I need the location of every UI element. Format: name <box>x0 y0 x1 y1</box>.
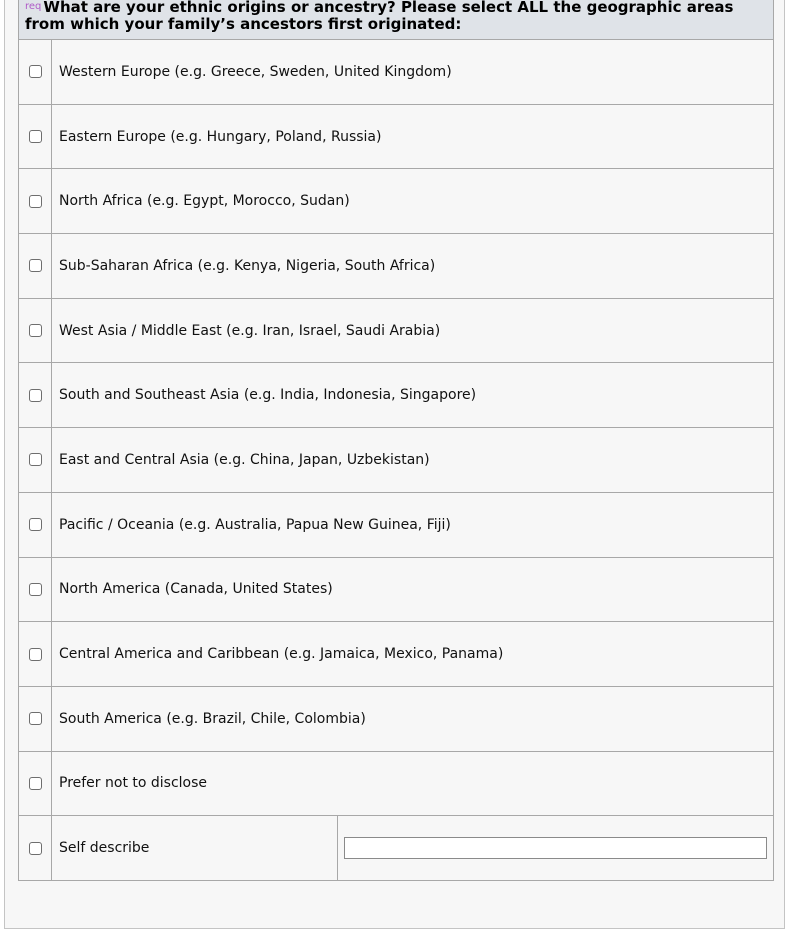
option-row <box>19 687 773 752</box>
option-label[interactable]: South and Southeast Asia (e.g. India, Indonesia, Singapore) <box>59 387 477 404</box>
option-checkbox[interactable] <box>29 777 42 790</box>
required-tag: req <box>25 1 42 12</box>
option-row <box>19 40 773 105</box>
option-checkbox[interactable] <box>29 453 42 466</box>
option-checkbox[interactable] <box>29 195 42 208</box>
option-label[interactable]: West Asia / Middle East (e.g. Iran, Israel, Saudi Arabia) <box>59 322 441 339</box>
option-checkbox[interactable] <box>29 518 42 531</box>
self-describe-row <box>19 816 773 881</box>
option-row <box>19 169 773 234</box>
option-row <box>19 622 773 687</box>
option-checkbox[interactable] <box>29 583 42 596</box>
option-row <box>19 105 773 170</box>
option-row <box>19 558 773 623</box>
option-label[interactable]: Western Europe (e.g. Greece, Sweden, United Kingdom) <box>59 63 452 80</box>
option-row <box>19 299 773 364</box>
option-checkbox[interactable] <box>29 259 42 272</box>
option-checkbox[interactable] <box>29 130 42 143</box>
option-label[interactable]: North America (Canada, United States) <box>59 581 333 598</box>
option-label[interactable]: Prefer not to disclose <box>59 775 208 792</box>
option-label[interactable]: North Africa (e.g. Egypt, Morocco, Sudan) <box>59 193 350 210</box>
option-label[interactable]: Pacific / Oceania (e.g. Australia, Papua New Guinea, Fiji) <box>59 516 451 533</box>
option-label[interactable]: South America (e.g. Brazil, Chile, Colombia) <box>59 710 366 727</box>
option-checkbox[interactable] <box>29 648 42 661</box>
option-label[interactable]: Central America and Caribbean (e.g. Jamaica, Mexico, Panama) <box>59 646 504 663</box>
options-table <box>18 40 774 881</box>
option-checkbox[interactable] <box>29 389 42 402</box>
question-header <box>18 0 774 40</box>
option-checkbox[interactable] <box>29 65 42 78</box>
self-describe-label[interactable]: Self describe <box>52 816 338 880</box>
option-label[interactable]: Eastern Europe (e.g. Hungary, Poland, Russia) <box>59 128 382 145</box>
option-label[interactable]: Sub-Saharan Africa (e.g. Kenya, Nigeria, South Africa) <box>59 257 436 274</box>
option-row <box>19 234 773 299</box>
option-row <box>19 363 773 428</box>
option-checkbox[interactable] <box>29 324 42 337</box>
option-row <box>19 493 773 558</box>
option-row <box>19 752 773 817</box>
option-label[interactable]: East and Central Asia (e.g. China, Japan, Uzbekistan) <box>59 451 430 468</box>
question-text: What are your ethnic origins or ancestry? Please select ALL the geographic areas from which your family’s ancestors first originated: <box>25 0 734 33</box>
option-row <box>19 428 773 493</box>
option-checkbox[interactable] <box>29 712 42 725</box>
self-describe-input[interactable] <box>344 837 767 859</box>
self-describe-checkbox[interactable] <box>29 842 42 855</box>
